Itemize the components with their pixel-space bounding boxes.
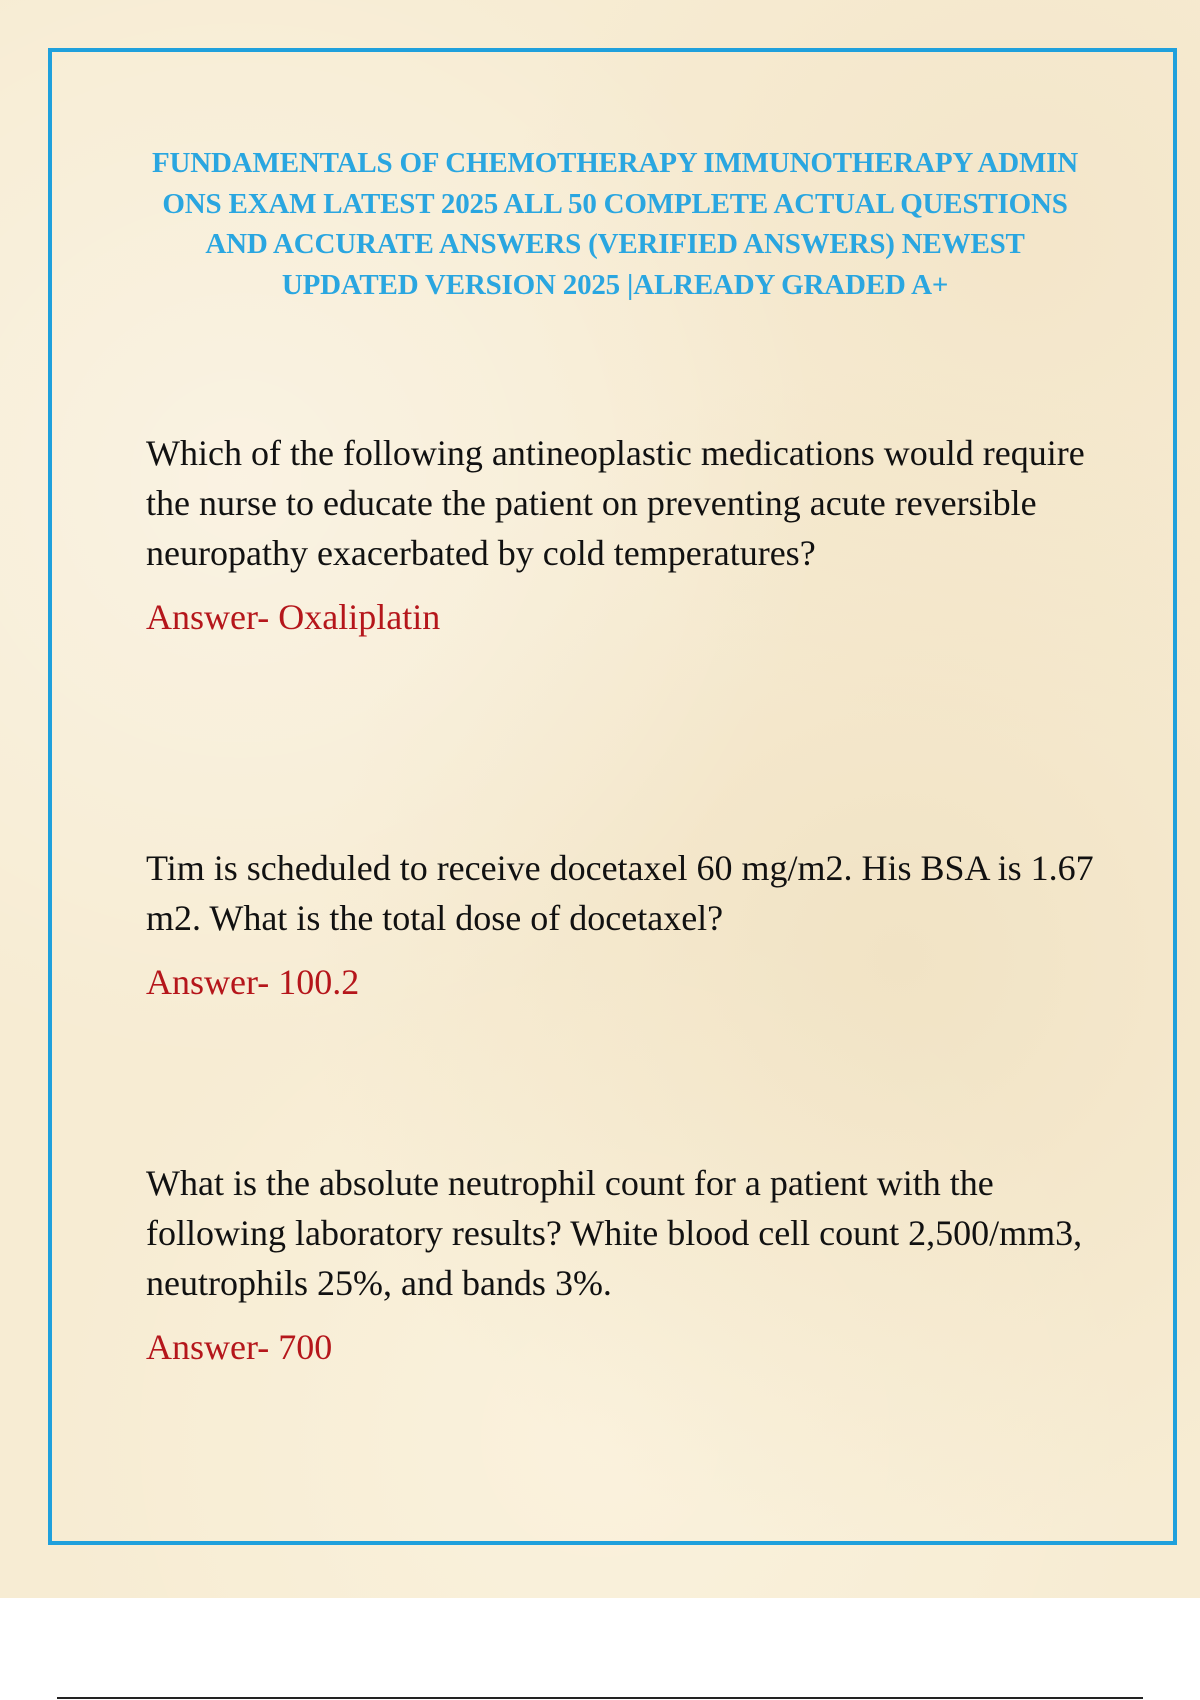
qa-item-3: [146, 1158, 1106, 1372]
footer-divider: [57, 1697, 1143, 1699]
answer-text: Answer- 100.2: [146, 962, 360, 1002]
question-text: Which of the following antineoplastic medications would require the nurse to educate the patient on preventing acute reversible neuropathy exacerbated by cold temperatures?: [146, 433, 1085, 573]
answer-text: Answer- 700: [146, 1327, 333, 1367]
qa-item-2: [146, 843, 1106, 1007]
answer-text: Answer- Oxaliplatin: [146, 597, 441, 637]
question-text: Tim is scheduled to receive docetaxel 60 mg/m2. His BSA is 1.67 m2. What is the total dose of docetaxel?: [146, 848, 1094, 938]
qa-item-1: [146, 428, 1106, 642]
document-title: FUNDAMENTALS OF CHEMOTHERAPY IMMUNOTHERAPY ADMIN ONS EXAM LATEST 2025 ALL 50 COMPLETE ACTUAL QUESTIONS AND ACCURATE ANSWERS (VERIFIED ANSWERS) NEWEST UPDATED VERSION 2025 |ALREADY GRADED A+: [152, 147, 1078, 301]
question-text: What is the absolute neutrophil count for a patient with the following laboratory results? White blood cell count 2,500/mm3, neutrophils 25%, and bands 3%.: [146, 1163, 1083, 1303]
